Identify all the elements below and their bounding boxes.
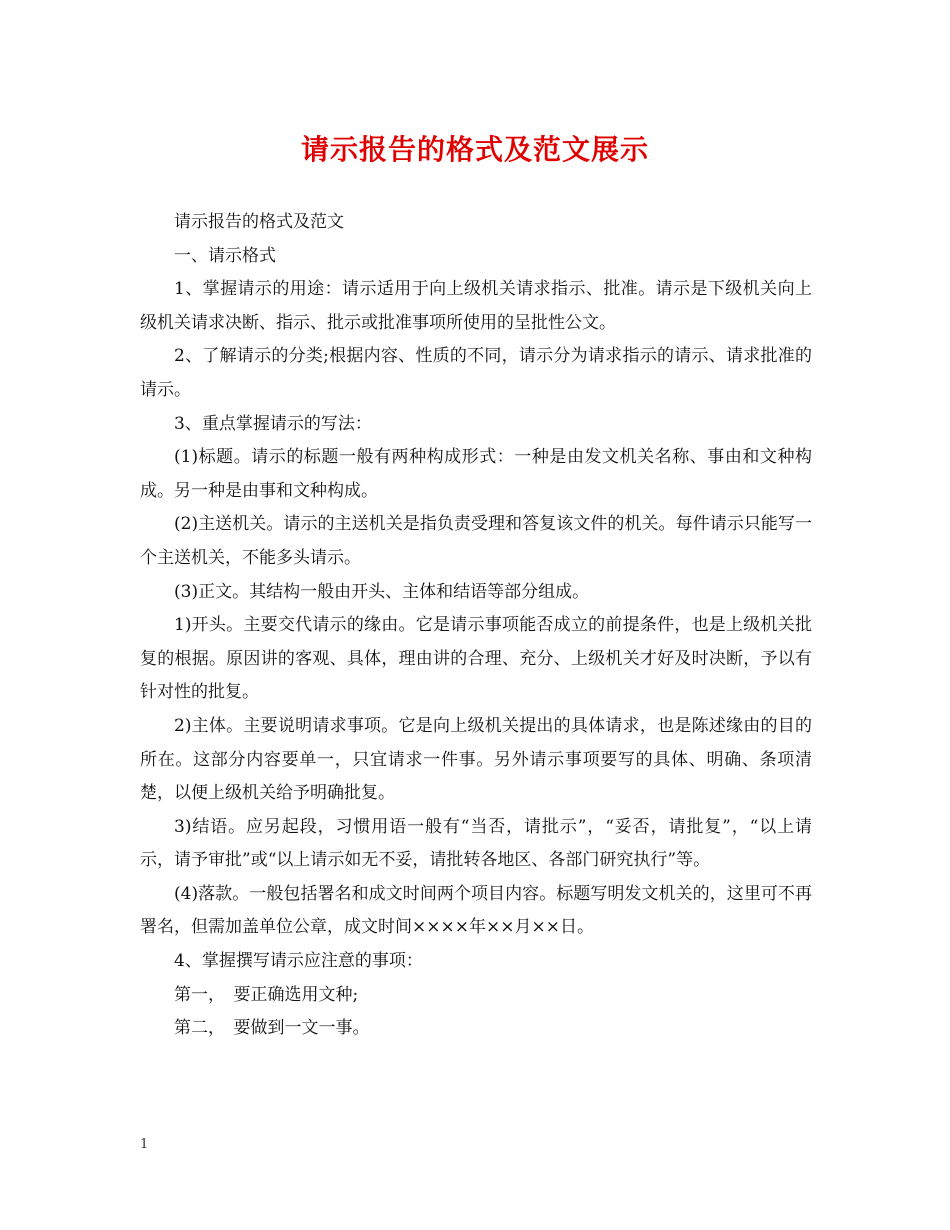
paragraph: 2)主体。主要说明请求事项。它是向上级机关提出的具体请求，也是陈述缘由的目的所在。这部分内容要单一，只宜请求一件事。另外请示事项要写的具体、明确、条项清楚，以便上级机关给予明确批复。 [140,715,812,804]
paragraph: 1)开头。主要交代请示的缘由。它是请示事项能否成立的前提条件，也是上级机关批复的根据。原因讲的客观、具体，理由讲的合理、充分、上级机关才好及时决断，予以有针对性的批复。 [140,615,812,703]
paragraph: 2、了解请示的分类;根据内容、性质的不同，请示分为请求指示的请示、请求批准的请示。 [140,346,812,400]
paragraph: (1)标题。请示的标题一般有两种构成形式：一种是由发文机关名称、事由和文种构成。另一种是由事和文种构成。 [140,447,812,501]
paragraph: (4)落款。一般包括署名和成文时间两个项目内容。标题写明发文机关的，这里可不再署名，但需加盖单位公章，成文时间××××年××月××日。 [140,883,812,938]
paragraph: 第二， 要做到一文一事。 [174,1018,370,1039]
paragraph: 1、掌握请示的用途：请示适用于向上级机关请求指示、批准。请示是下级机关向上级机关请求决断、指示、批示或批准事项所使用的呈批性公文。 [140,279,812,333]
paragraph: 一、请示格式 [174,245,276,266]
paragraph: (3)正文。其结构一般由开头、主体和结语等部分组成。 [174,581,590,602]
paragraph: 第一， 要正确选用文种; [174,984,359,1005]
document-title: 请示报告的格式及范文展示 [300,133,649,166]
paragraph: 3)结语。应另起段，习惯用语一般有“当否，请批示”，“妥否，请批复”，“以上请示，请予审批”或“以上请示如无不妥，请批转各地区、各部门研究执行”等。 [140,816,812,871]
paragraph: (2)主送机关。请示的主送机关是指负责受理和答复该文件的机关。每件请示只能写一个主送机关，不能多头请示。 [140,514,812,568]
paragraph: 3、重点掌握请示的写法： [174,413,372,434]
document-body [140,206,812,1046]
paragraph: 请示报告的格式及范文 [174,212,344,232]
paragraph: 4、掌握撰写请示应注意的事项： [174,951,423,972]
page-number: 1 [140,1137,149,1152]
